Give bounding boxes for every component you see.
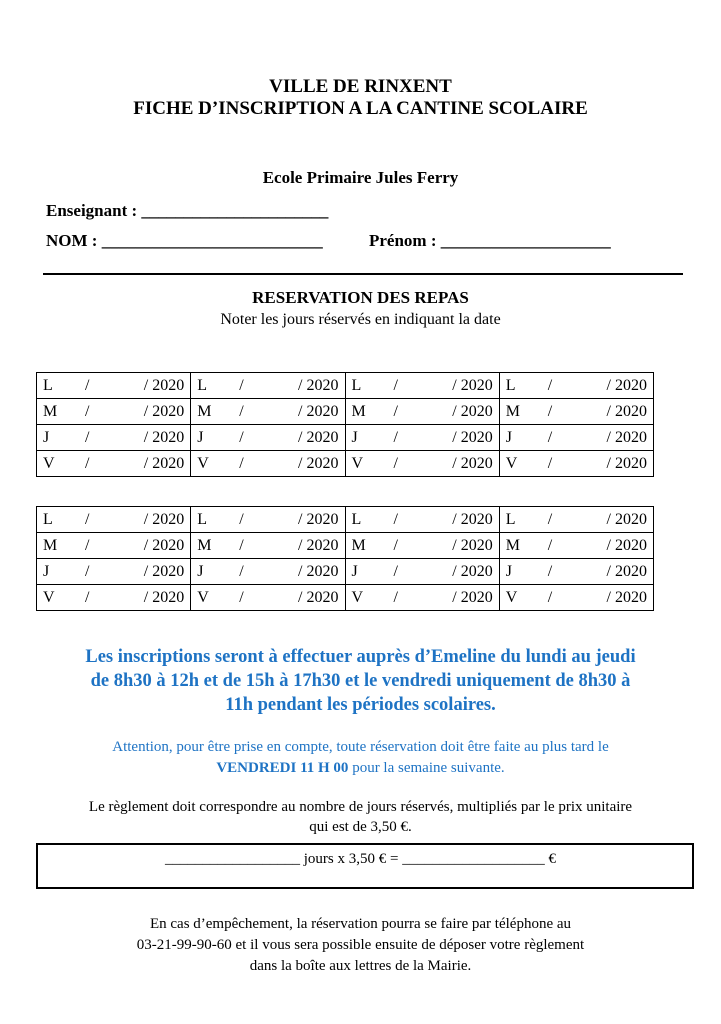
date-slash: / — [547, 402, 553, 420]
day-letter: V — [43, 454, 55, 472]
payment-line: qui est de 3,50 €. — [309, 819, 412, 835]
date-cell[interactable] — [499, 507, 653, 533]
date-slash: / — [393, 402, 398, 420]
divider-rule — [43, 273, 683, 275]
date-slash: / — [239, 454, 244, 472]
date-cell[interactable] — [499, 533, 653, 559]
date-cell-content — [43, 563, 184, 581]
reservation-title: RESERVATION DES REPAS — [252, 288, 469, 307]
attention-text — [0, 737, 721, 779]
date-slash: / — [239, 588, 244, 606]
day-letter: V — [43, 588, 55, 606]
table-row — [37, 585, 654, 611]
footer-text — [0, 914, 721, 977]
date-cell[interactable] — [345, 533, 499, 559]
date-cell-content — [506, 563, 647, 581]
day-letter: L — [351, 376, 362, 394]
year-text: / 2020 — [143, 536, 185, 554]
reservation-table-body — [37, 507, 654, 611]
title-city: VILLE DE RINXENT — [269, 76, 452, 97]
day-letter: M — [505, 536, 520, 554]
date-cell[interactable] — [191, 533, 345, 559]
date-cell[interactable] — [345, 451, 499, 477]
year-text: / 2020 — [452, 510, 493, 528]
reservation-table-1 — [36, 372, 654, 477]
deadline-text: VENDREDI 11 H 00 — [216, 760, 349, 776]
year-text: / 2020 — [298, 402, 339, 420]
date-cell[interactable] — [499, 425, 653, 451]
year-text: / 2020 — [606, 562, 647, 580]
year-text: / 2020 — [143, 428, 185, 446]
year-text: / 2020 — [298, 536, 339, 554]
date-cell[interactable] — [345, 373, 499, 399]
attention-line: Attention, pour être prise en compte, toute réservation doit être faite au plus tard le — [112, 739, 609, 755]
total-blank[interactable]: ___________________ — [402, 851, 545, 867]
table-row — [37, 373, 654, 399]
year-text: / 2020 — [298, 454, 339, 472]
date-slash: / — [85, 536, 90, 554]
table-row — [37, 533, 654, 559]
teacher-blank[interactable]: ______________________ — [141, 201, 329, 220]
date-slash: / — [547, 536, 553, 554]
date-cell-content — [43, 537, 184, 555]
day-letter: L — [43, 376, 53, 394]
date-slash: / — [393, 428, 398, 446]
day-letter: M — [197, 536, 212, 554]
date-cell-content — [352, 377, 493, 395]
date-slash: / — [547, 376, 553, 394]
year-text: / 2020 — [143, 454, 185, 472]
calc-text: jours x 3,50 € = — [300, 851, 403, 867]
date-cell-content — [197, 589, 338, 607]
payment-text — [0, 797, 721, 837]
date-slash: / — [547, 562, 553, 580]
date-cell-content — [197, 563, 338, 581]
date-cell-content — [43, 377, 184, 395]
date-slash: / — [239, 510, 244, 528]
day-letter: L — [505, 510, 516, 528]
nom-field[interactable] — [46, 231, 323, 251]
day-letter: V — [505, 588, 518, 606]
day-letter: L — [197, 376, 208, 394]
date-cell[interactable] — [37, 373, 191, 399]
year-text: / 2020 — [452, 562, 493, 580]
attention-line-2 — [0, 758, 721, 779]
notice-text — [0, 645, 721, 717]
day-letter: J — [197, 428, 204, 446]
year-text: / 2020 — [298, 588, 339, 606]
day-letter: J — [351, 428, 358, 446]
date-slash: / — [85, 510, 90, 528]
year-text: / 2020 — [143, 562, 185, 580]
date-cell-content — [43, 589, 184, 607]
year-text: / 2020 — [452, 588, 493, 606]
year-text: / 2020 — [143, 588, 185, 606]
year-text: / 2020 — [606, 428, 647, 446]
reservation-table-2 — [36, 506, 654, 611]
date-slash: / — [239, 402, 244, 420]
year-text: / 2020 — [606, 402, 647, 420]
date-cell-content — [352, 589, 493, 607]
title-form: FICHE D’INSCRIPTION A LA CANTINE SCOLAIRE — [133, 98, 588, 119]
day-letter: M — [197, 402, 212, 420]
day-letter: L — [43, 510, 53, 528]
year-text: / 2020 — [606, 376, 647, 394]
year-text: / 2020 — [452, 376, 493, 394]
notice-line: 11h pendant les périodes scolaires. — [225, 695, 496, 715]
date-cell[interactable] — [191, 373, 345, 399]
date-cell-content — [506, 511, 647, 529]
date-cell[interactable] — [345, 559, 499, 585]
day-letter: M — [351, 402, 366, 420]
day-letter: V — [197, 454, 209, 472]
date-cell-content — [352, 429, 493, 447]
year-text: / 2020 — [298, 562, 339, 580]
day-letter: J — [505, 428, 512, 446]
date-slash: / — [85, 454, 90, 472]
day-letter: L — [351, 510, 362, 528]
day-letter: V — [351, 454, 364, 472]
date-slash: / — [239, 376, 244, 394]
date-cell[interactable] — [191, 425, 345, 451]
table-row — [37, 451, 654, 477]
date-slash: / — [85, 428, 90, 446]
date-cell[interactable] — [37, 559, 191, 585]
date-slash: / — [85, 376, 90, 394]
year-text: / 2020 — [143, 376, 185, 394]
date-slash: / — [393, 562, 398, 580]
date-cell[interactable] — [499, 451, 653, 477]
date-cell[interactable] — [191, 507, 345, 533]
day-letter: L — [505, 376, 516, 394]
date-cell-content — [506, 537, 647, 555]
date-slash: / — [85, 588, 90, 606]
day-letter: J — [351, 562, 358, 580]
date-slash: / — [85, 562, 90, 580]
day-letter: J — [197, 562, 204, 580]
date-cell-content — [43, 403, 184, 421]
date-cell-content — [43, 429, 184, 447]
date-cell[interactable] — [499, 373, 653, 399]
date-slash: / — [393, 536, 398, 554]
day-letter: V — [505, 454, 518, 472]
date-cell-content — [352, 537, 493, 555]
date-cell-content — [197, 377, 338, 395]
date-cell-content — [43, 455, 184, 473]
date-cell-content — [506, 455, 647, 473]
date-cell-content — [197, 455, 338, 473]
date-slash: / — [393, 454, 398, 472]
nom-blank[interactable]: __________________________ — [101, 231, 323, 250]
date-cell-content — [506, 589, 647, 607]
date-slash: / — [547, 510, 553, 528]
year-text: / 2020 — [298, 510, 339, 528]
date-cell[interactable] — [37, 451, 191, 477]
date-slash: / — [393, 510, 398, 528]
date-cell-content — [352, 455, 493, 473]
payment-line: Le règlement doit correspondre au nombre de jours réservés, multipliés par le prix unitaire — [88, 799, 633, 815]
date-cell[interactable] — [191, 399, 345, 425]
day-letter: J — [43, 562, 50, 580]
calculation-line[interactable] — [0, 851, 721, 868]
date-cell[interactable] — [37, 507, 191, 533]
year-text: / 2020 — [452, 536, 493, 554]
date-cell-content — [197, 537, 338, 555]
date-cell-content — [197, 511, 338, 529]
date-cell-content — [506, 403, 647, 421]
day-letter: L — [197, 510, 208, 528]
table-row — [37, 425, 654, 451]
table-row — [37, 399, 654, 425]
notice-line: Les inscriptions seront à effectuer auprès d’Emeline du lundi au jeudi — [85, 647, 636, 667]
date-slash: / — [239, 562, 244, 580]
date-cell[interactable] — [345, 507, 499, 533]
notice-line: de 8h30 à 12h et de 15h à 17h30 et le vendredi uniquement de 8h30 à — [90, 671, 631, 691]
date-cell[interactable] — [499, 585, 653, 611]
date-cell[interactable] — [37, 399, 191, 425]
date-slash: / — [239, 428, 244, 446]
day-letter: J — [43, 428, 50, 446]
days-blank[interactable]: __________________ — [165, 851, 301, 867]
date-cell-content — [506, 429, 647, 447]
year-text: / 2020 — [606, 454, 647, 472]
nom-label: NOM : — [46, 231, 98, 250]
day-letter: V — [351, 588, 364, 606]
date-cell-content — [506, 377, 647, 395]
date-cell[interactable] — [37, 425, 191, 451]
footer-line: dans la boîte aux lettres de la Mairie. — [249, 958, 472, 974]
year-text: / 2020 — [143, 402, 185, 420]
prenom-label: Prénom : — [369, 231, 437, 250]
year-text: / 2020 — [452, 428, 493, 446]
date-cell[interactable] — [191, 451, 345, 477]
date-slash: / — [239, 536, 244, 554]
year-text: / 2020 — [606, 536, 647, 554]
year-text: / 2020 — [606, 510, 647, 528]
attention-rest: pour la semaine suivante. — [348, 760, 505, 776]
prenom-blank[interactable]: ____________________ — [440, 231, 611, 250]
date-slash: / — [547, 588, 553, 606]
prenom-field[interactable] — [369, 231, 611, 251]
year-text: / 2020 — [143, 510, 185, 528]
footer-line: En cas d’empêchement, la réservation pourra se faire par téléphone au — [149, 916, 572, 932]
day-letter: M — [43, 536, 58, 554]
day-letter: M — [351, 536, 366, 554]
school-name: Ecole Primaire Jules Ferry — [262, 168, 459, 187]
year-text: / 2020 — [452, 402, 493, 420]
date-slash: / — [547, 428, 553, 446]
day-letter: M — [505, 402, 520, 420]
day-letter: V — [197, 588, 209, 606]
footer-line: 03-21-99-90-60 et il vous sera possible ensuite de déposer votre règlement — [136, 937, 585, 953]
table-row — [37, 507, 654, 533]
reservation-table-body — [37, 373, 654, 477]
year-text: / 2020 — [452, 454, 493, 472]
table-row — [37, 559, 654, 585]
date-cell-content — [352, 511, 493, 529]
date-cell[interactable] — [345, 399, 499, 425]
date-cell[interactable] — [191, 559, 345, 585]
day-letter: M — [43, 402, 58, 420]
date-cell[interactable] — [499, 399, 653, 425]
date-cell-content — [197, 403, 338, 421]
date-slash: / — [393, 588, 398, 606]
teacher-label: Enseignant : — [46, 201, 138, 220]
year-text: / 2020 — [606, 588, 647, 606]
date-cell[interactable] — [191, 585, 345, 611]
date-cell-content — [352, 563, 493, 581]
date-cell-content — [352, 403, 493, 421]
date-cell[interactable] — [345, 425, 499, 451]
date-cell-content — [197, 429, 338, 447]
date-cell[interactable] — [37, 585, 191, 611]
date-cell[interactable] — [345, 585, 499, 611]
day-letter: J — [505, 562, 512, 580]
date-cell[interactable] — [37, 533, 191, 559]
date-slash: / — [547, 454, 553, 472]
date-slash: / — [393, 376, 398, 394]
currency-sign: € — [544, 851, 556, 867]
date-slash: / — [85, 402, 90, 420]
year-text: / 2020 — [298, 376, 339, 394]
reservation-subtitle: Noter les jours réservés en indiquant la date — [220, 311, 501, 328]
date-cell-content — [43, 511, 184, 529]
date-cell[interactable] — [499, 559, 653, 585]
teacher-field[interactable] — [46, 201, 328, 221]
year-text: / 2020 — [298, 428, 339, 446]
